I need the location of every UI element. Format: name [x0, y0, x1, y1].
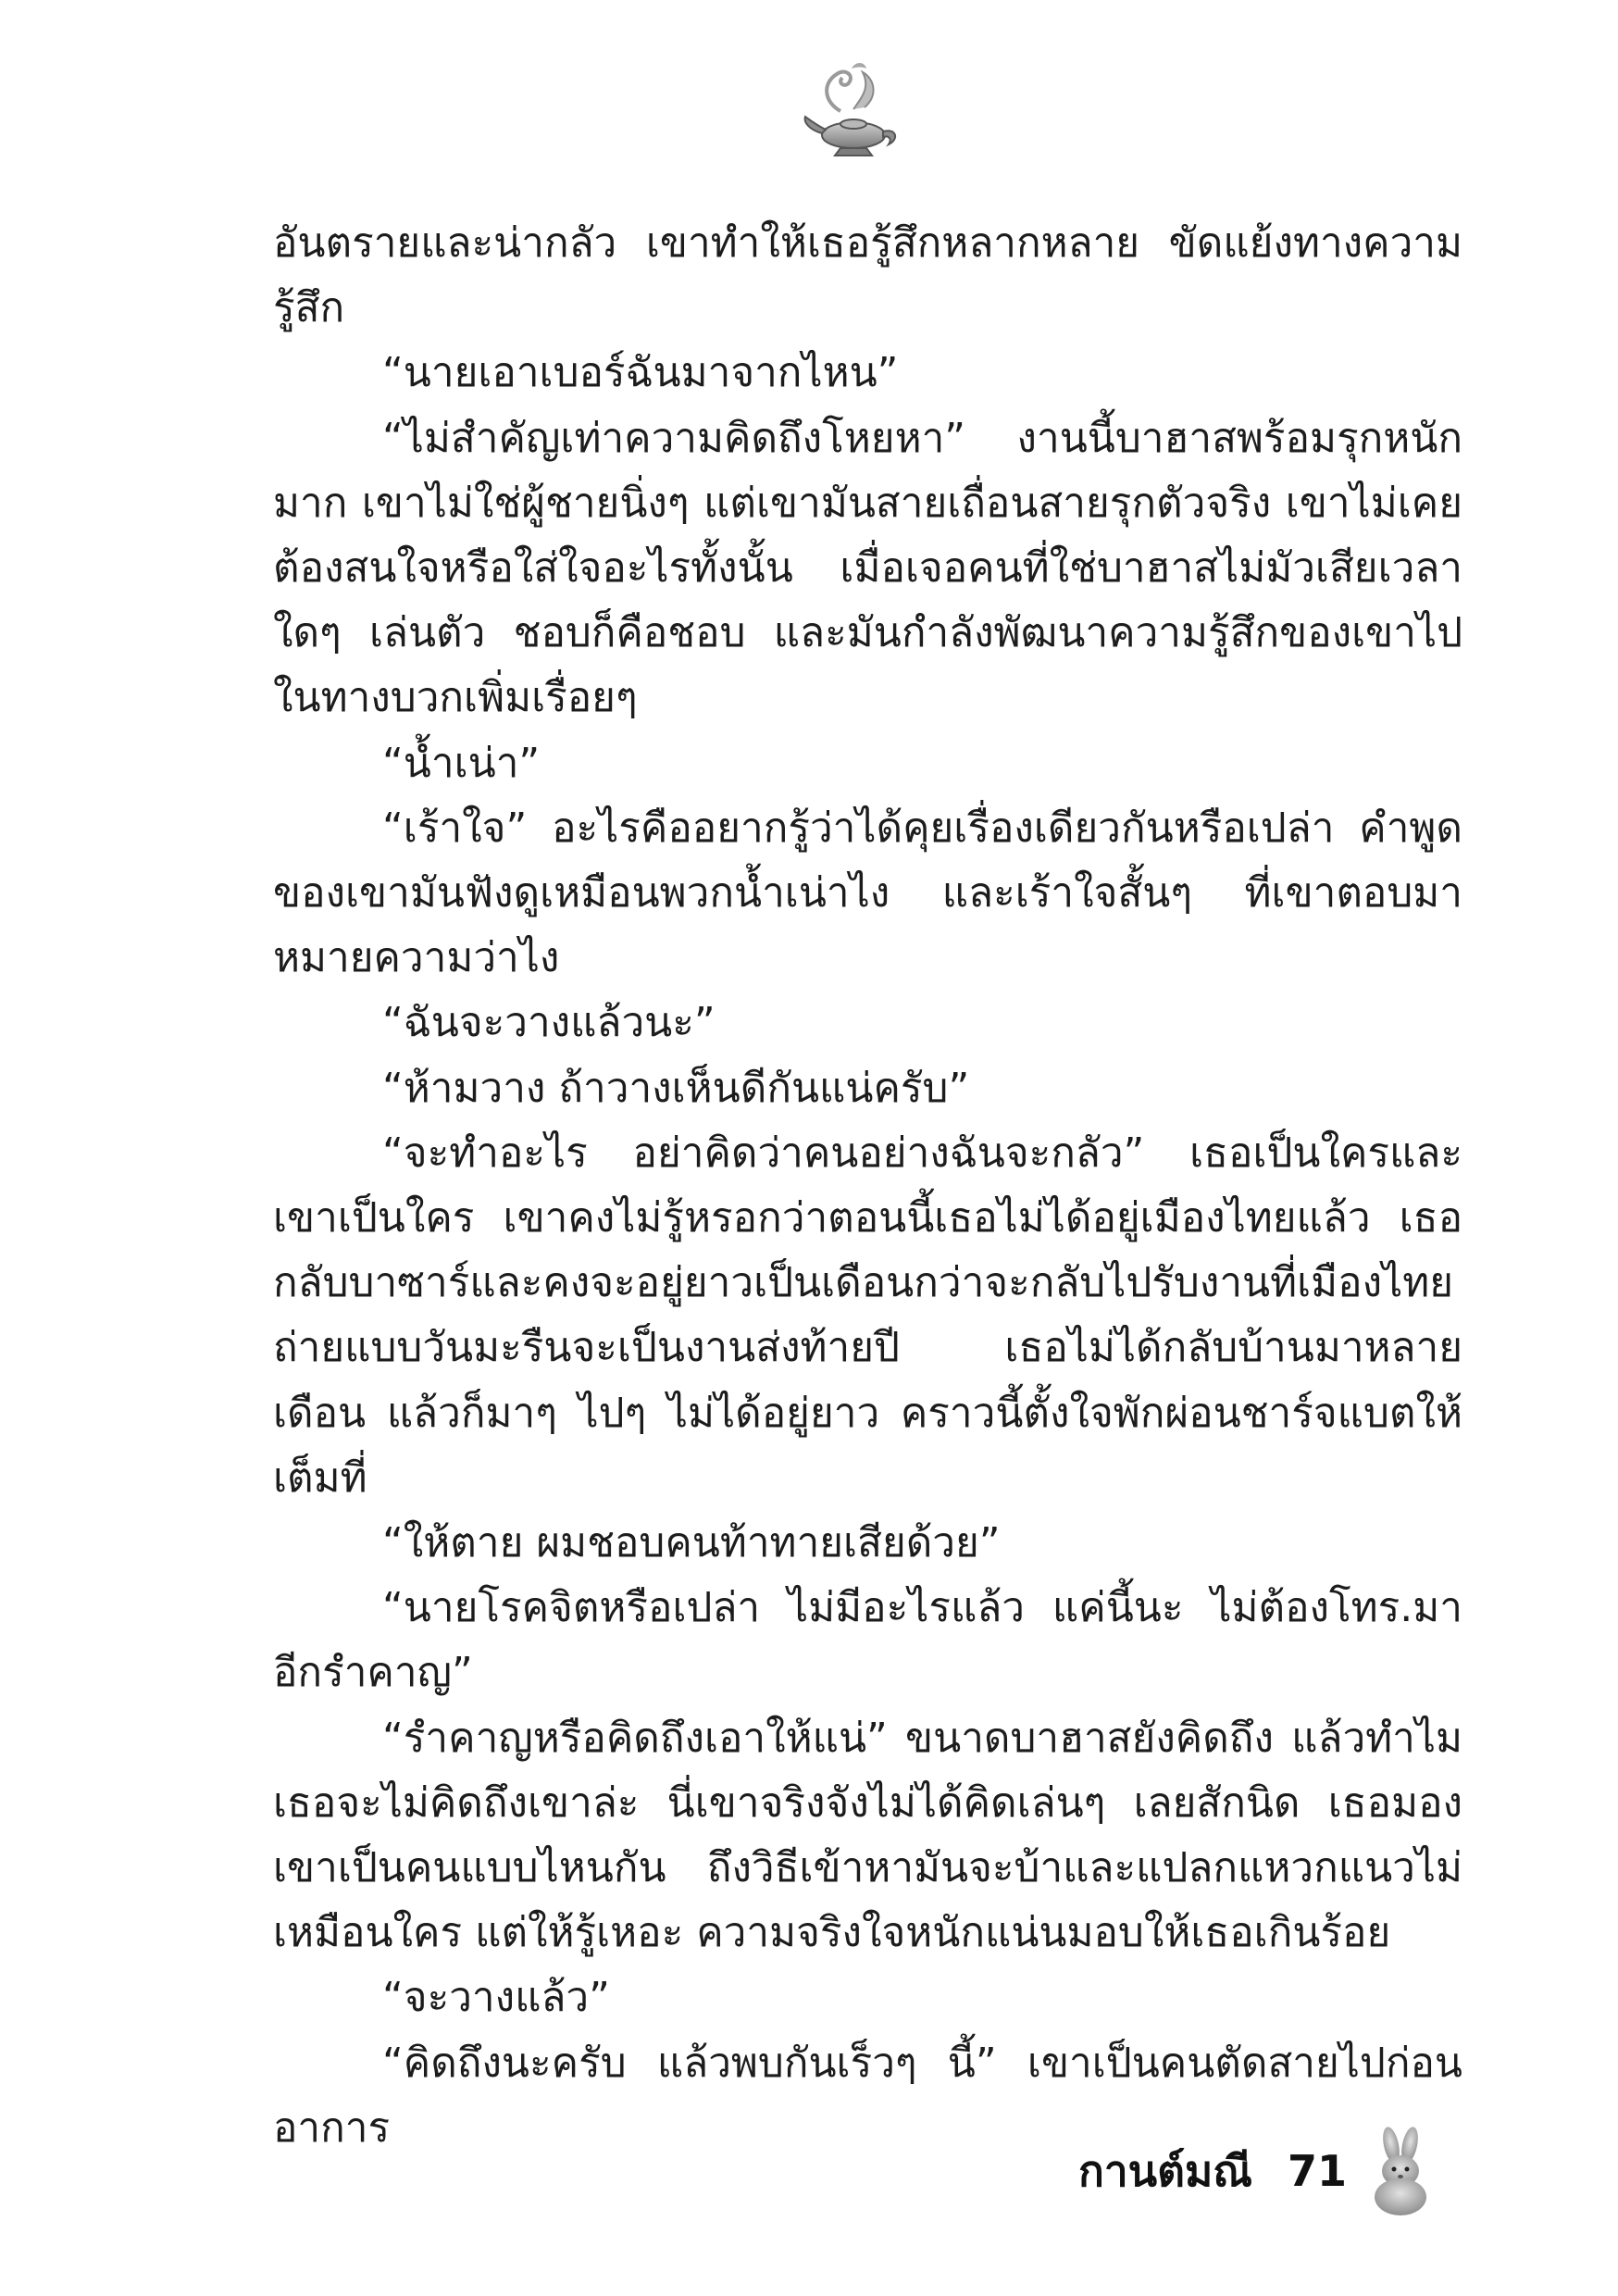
paragraph: “คิดถึงนะครับ แล้วพบกันเร็วๆ นี้” เขาเป็นคนตัดสายไปก่อน อาการ — [273, 2039, 1462, 2152]
paragraph: “จะวางแล้ว” — [382, 1974, 610, 2022]
paragraph: “น้ำเน่า” — [382, 739, 541, 787]
paragraph: “ห้ามวาง ถ้าวางเห็นดีกันแน่ครับ” — [382, 1064, 970, 1112]
paragraph: “จะทำอะไร อย่าคิดว่าคนอย่างฉันจะกลัว” เธอเป็นใครและเขาเป็นใคร เขาคงไม่รู้หรอกว่าตอนนี้เธอไม่ได้อยู่เมืองไทยแล้ว เธอกลับบาซาร์และคงจะอยู่ยาวเป็นเดือนกว่าจะกลับไปรับงานที่เมืองไทย ถ่ายแบบวันมะรืนจะเป็นงานส่งท้ายปี เธอไม่ได้กลับบ้านมาหลายเดือน แล้วก็มาๆ ไปๆ ไม่ได้อยู่ยาว คราวนี้ตั้งใจพักผ่อนชาร์จแบตให้เต็มที่ — [273, 1129, 1462, 1502]
paragraph: “ให้ตาย ผมชอบคนท้าทายเสียด้วย” — [382, 1519, 1001, 1567]
rabbit-icon — [1363, 2125, 1438, 2217]
genie-lamp-icon — [796, 56, 907, 167]
paragraph: “รำคาญหรือคิดถึงเอาให้แน่” ขนาดบาฮาสยังคิดถึง แล้วทำไมเธอจะไม่คิดถึงเขาล่ะ นี่เขาจริงจังไม่ได้คิดเล่นๆ เลยสักนิด เธอมองเขาเป็นคนแบบไหนกัน ถึงวิธีเข้าหามันจะบ้าและแปลกแหวกแนวไม่เหมือนใคร แต่ให้รู้เหอะ ความจริงใจหนักแน่นมอบให้เธอเกินร้อย — [273, 1714, 1462, 1957]
paragraph: “ไม่สำคัญเท่าความคิดถึงโหยหา” งานนี้บาฮาสพร้อมรุกหนักมาก เขาไม่ใช่ผู้ชายนิ่งๆ แต่เขามันสายเถื่อนสายรุกตัวจริง เขาไม่เคยต้องสนใจหรือใส่ใจอะไรทั้งนั้น เมื่อเจอคนที่ใช่บาฮาสไม่มัวเสียเวลาใดๆ เล่นตัว ชอบก็คือชอบ และมันกำลังพัฒนาความรู้สึกของเขาไปในทางบวกเพิ่มเรื่อยๆ — [273, 414, 1462, 722]
paragraph: “ฉันจะวางแล้วนะ” — [382, 999, 716, 1047]
paragraph: “เร้าใจ” อะไรคืออยากรู้ว่าได้คุยเรื่องเดียวกันหรือเปล่า คำพูดของเขามันฟังดูเหมือนพวกน้ำเน่าไง และเร้าใจสั้นๆ ที่เขาตอบมาหมายความว่าไง — [273, 804, 1462, 982]
paragraph: “นายโรคจิตหรือเปล่า ไม่มีอะไรแล้ว แค่นี้นะ ไม่ต้องโทร.มาอีกรำคาญ” — [273, 1584, 1462, 1697]
page-number: 71 — [1287, 2146, 1347, 2196]
body-text — [273, 211, 1462, 2161]
paragraph: อันตรายและน่ากลัว เขาทำให้เธอรู้สึกหลากหลาย ขัดแย้งทางความรู้สึก — [273, 219, 1462, 332]
page-footer — [1078, 2120, 1438, 2222]
footer-author: กานต์มณี — [1077, 2145, 1252, 2196]
paragraph: “นายเอาเบอร์ฉันมาจากไหน” — [382, 349, 899, 397]
